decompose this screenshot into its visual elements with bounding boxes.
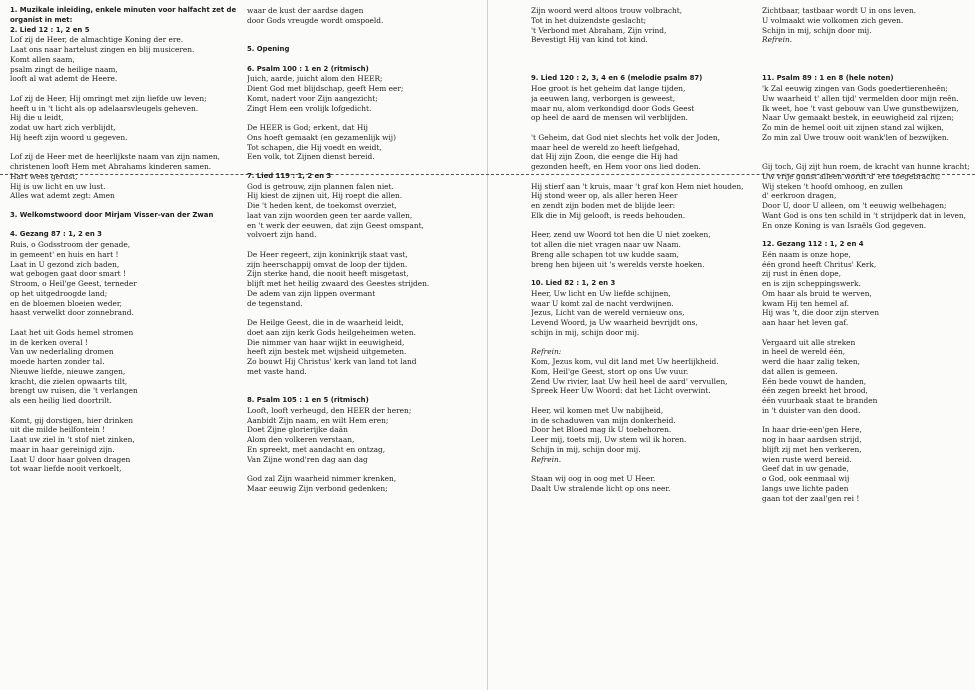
text-line: o God, ook eenmaal wij (762, 474, 850, 483)
text-line: De HEER is God; erkent, dat Hij (247, 123, 368, 132)
text-line: Door U, door U alleen, om 't eeuwig welbehagen; (762, 201, 947, 210)
section-heading: 12. Gezang 112 : 1, 2 en 4 (762, 240, 864, 248)
text-line: zodat uw hart zich verblijdt, (10, 123, 116, 132)
text-line: Laat het uit Gods hemel stromen (10, 327, 134, 337)
text-line: op het uitgedroogde land; (10, 288, 108, 298)
text-line: Schijn in mij, schijn door mij. (531, 444, 641, 454)
section-heading: 7. Lied 119 : 1, 2 en 3 (247, 171, 332, 180)
text-line: in de kerken overal ! (10, 337, 88, 347)
section-heading: 11. Psalm 89 : 1 en 8 (hele noten) (762, 74, 894, 83)
text-line: Hij stond weer op, als aller heren Heer (531, 191, 678, 201)
text-line: zijn heerschappij omvat de loop der tijden. (247, 259, 408, 269)
column-2 (247, 6, 483, 494)
text-line: Schijn in mij, schijn door mij. (762, 25, 872, 35)
text-line: Zo min zal Uwe trouw ooit wank'len of bezwijken. (762, 132, 949, 142)
text-line (531, 338, 759, 348)
text-line: blijft met het heilig zwaard des Geestes strijden. (247, 279, 430, 288)
text-line: God zal Zijn waarheid nimmer krenken, (247, 474, 397, 483)
text-line (10, 221, 238, 231)
column-1 (10, 6, 238, 474)
text-line: op heel de aard de mensen wil verblijden. (531, 113, 688, 123)
text-line: langs uwe lichte paden (762, 483, 849, 493)
text-line: Dient God met blijdschap, geeft Hem eer; (247, 84, 404, 93)
text-line: laat van zijn woorden geen ter aarde vallen, (247, 210, 413, 220)
text-line: Staan wij oog in oog met U Heer. (531, 474, 656, 483)
text-line: in gemeent' en huis en hart ! (10, 249, 119, 259)
text-line: Uw waarheid t' allen tijd' vermelden door mijn reên. (762, 93, 959, 103)
text-line: De Heer regeert, zijn koninkrijk staat vast, (247, 249, 408, 259)
text-line: Heer, zend uw Woord tot hen die U niet zoeken, (531, 230, 711, 240)
text-line: Tot schapen, die Hij voedt en weidt, (247, 142, 382, 152)
text-line (247, 308, 483, 318)
text-line: d' eerkroon dragen, (762, 191, 837, 201)
text-line (531, 221, 759, 231)
text-line: christenen looft Hem met Abrahams kinderen samen. (10, 162, 212, 171)
text-line: Hij stierf aan 't kruis, maar 't graf kon Hem niet houden, (531, 181, 744, 191)
text-line: met vaste hand. (247, 366, 307, 376)
section-heading: organist in met: (10, 15, 73, 24)
text-line: Van uw nederlaling dromen (10, 347, 114, 357)
text-line: gezonden heeft, en Hem voor ons lied doden. (531, 162, 701, 171)
text-line: Looft, looft verheugd, den HEER der heren; (247, 405, 412, 415)
text-line: wat gebogen gaat door smart ! (10, 269, 126, 279)
text-line (531, 123, 759, 133)
text-line (10, 406, 238, 416)
text-line: Hij heeft zijn woord u gegeven. (10, 132, 128, 142)
text-line: Vergaard uit alle streken (762, 337, 856, 347)
text-line: Zingt Hem een vrolijk lofgedicht. (247, 103, 372, 113)
text-line: Leer mij, toets mij, Uw stem wil ik horen. (531, 435, 687, 444)
text-line: Die nimmer van haar wijkt in eeuwigheid, (247, 337, 405, 347)
text-line: schijn in mij, schijn door mij. (531, 327, 640, 337)
text-line: Zo min de hemel ooit uit zijnen stand zal wijken, (762, 123, 944, 132)
text-line: als een heilig lied doortrilt. (10, 396, 112, 405)
text-line: waar de kust der aardse dagen (247, 6, 364, 15)
column-3 (531, 6, 759, 494)
text-line: Refrein. (762, 35, 793, 45)
text-line: Stroom, o Heil'ge Geest, terneder (10, 279, 137, 288)
text-line (247, 386, 483, 396)
section-heading: 6. Psalm 100 : 1 en 2 (ritmisch) (247, 64, 369, 73)
text-line (247, 35, 483, 45)
text-line: Wij steken 't hoofd omhoog, en zullen (762, 181, 903, 191)
text-line: heeft u in 't licht als op adelaarsvleugels geheven. (10, 103, 199, 113)
text-line: Hart wees gerust, (10, 171, 78, 181)
text-line (762, 230, 972, 240)
text-line (247, 240, 483, 250)
text-line (531, 55, 759, 65)
text-line: aan haar het leven gaf. (762, 318, 849, 327)
text-line: Door het Bloed mag ik U toebehoren. (531, 425, 672, 435)
section-heading: 4. Gezang 87 : 1, 2 en 3 (10, 230, 102, 239)
text-line: volvoert zijn hand. (247, 230, 317, 240)
text-line: Heer, Uw licht en Uw liefde schijnen, (531, 288, 671, 298)
text-line: Hij was 't, die door zijn sterven (762, 308, 879, 318)
text-line (247, 464, 483, 474)
text-line: Een volk, tot Zijnen dienst bereid. (247, 152, 375, 162)
text-line: Gij toch, Gij zijt hun roem, de kracht van hunne kracht; (762, 162, 970, 171)
text-line: en is zijn scheppingswerk. (762, 279, 861, 288)
text-line: Hij kiest de zijnen uit, Hij roept die allen. (247, 191, 403, 201)
text-line: Alles wat ademt zegt: Amen (10, 191, 115, 201)
text-line (247, 162, 483, 172)
text-line: dat Hij zijn Zoon, die eenge die Hij had (531, 152, 679, 162)
text-line: psalm zingt de heilige naam, (10, 64, 118, 74)
text-line (531, 269, 759, 279)
text-line (762, 45, 972, 55)
text-line: Van Zijne wond'ren dag aan dag (247, 454, 368, 464)
text-line: één vuurbaak staat te branden (762, 396, 878, 405)
text-line: breng hen bijeen uit 's werelds verste hoeken. (531, 259, 705, 269)
text-line: heeft zijn bestek met wijsheid uitgemeten. (247, 347, 407, 357)
text-line: Zend Uw rivier, laat Uw heil heel de aard' vervullen, (531, 376, 728, 386)
text-line: Hij die u leidt, (10, 113, 64, 123)
text-line: looft al wat ademt de Heere. (10, 74, 118, 84)
text-line: wien ruste werd bereid. (762, 454, 852, 464)
text-line: doet aan zijn kerk Gods heilgeheimen weten. (247, 327, 416, 337)
text-line: Eén bede vouwt de handen, (762, 376, 867, 386)
text-line: Want God is ons ten schild in 't strijdperk dat in leven, (762, 210, 966, 220)
text-line (10, 201, 238, 211)
text-line: Zijn woord werd altoos trouw volbracht, (531, 6, 683, 15)
text-line: Die 't heden kent, de toekomst overziet, (247, 201, 397, 210)
text-line: Eén naam is onze hope, (762, 249, 851, 259)
text-line: Laat ons naar hartelust zingen en blij musiceren. (10, 45, 195, 54)
text-line: Kom, Heil'ge Geest, stort op ons Uw vuur. (531, 366, 689, 376)
text-line: En onze Koning is van Israëls God gegeven. (762, 220, 927, 230)
text-line: maar heel de wereld zo heeft liefgehad, (531, 142, 680, 152)
text-line: Ons hoeft gemaakt (en gezamenlijk wij) (247, 132, 396, 142)
text-line (762, 143, 972, 153)
text-line: De Heilge Geest, die in de waarheid leidt, (247, 318, 404, 327)
section-heading: 3. Welkomstwoord door Mirjam Visser-van der Zwan (10, 210, 214, 219)
text-line: kwam Hij ten hemel af. (762, 298, 849, 308)
text-line: maar nu, alom verkondigd door Gods Geest (531, 103, 695, 113)
text-line: Ik weet, hoe 't vast gebouw van Uwe gunstbewijzen, (762, 103, 959, 113)
text-line (10, 84, 238, 94)
section-heading: 1. Muzikale inleiding, enkele minuten voor halfacht zet de (10, 6, 237, 14)
text-line: Komt, gij dorstigen, hier drinken (10, 415, 133, 425)
text-line: blijft zij met hen verkeren, (762, 444, 862, 454)
text-line (531, 464, 759, 474)
text-line (247, 55, 483, 65)
text-line: Kom, Jezus kom, vul dit land met Uw heerlijkheid. (531, 357, 719, 366)
text-line: God is getrouw, zijn plannen falen niet. (247, 181, 394, 191)
text-line: één grond heeft Chritus' Kerk, (762, 259, 877, 269)
text-line: 't Geheim, dat God niet slechts het volk der Joden, (531, 132, 720, 142)
text-line: en 't werk der eeuwen, dat zijn Geest omspant, (247, 220, 424, 230)
text-line: Heer, wil komen met Uw nabijheid, (531, 405, 664, 415)
text-line: door Gods vreugde wordt omspoeld. (247, 15, 384, 25)
text-line: Jezus, Licht van de wereld vernieuw ons, (531, 308, 685, 318)
text-line: waar U komt zal de nacht verdwijnen. (531, 298, 674, 308)
text-line: tot allen die niet vragen naar uw Naam. (531, 240, 681, 249)
text-line: Lof zij de Heer met de heerlijkste naam van zijn namen, (10, 152, 220, 162)
text-line: Geef dat in uw genade, (762, 464, 849, 474)
text-line: Refrein. (531, 454, 562, 464)
text-line: Ruis, o Godsstroom der genade, (10, 240, 131, 249)
text-line (531, 172, 759, 182)
text-line: moede harten zonder tal. (10, 357, 105, 366)
text-line: haast verwelkt door zonnebrand. (10, 308, 134, 318)
text-line (247, 113, 483, 123)
text-line: Zijn sterke hand, die nooit heeft misgetast, (247, 269, 409, 279)
text-line: Hij is uw licht en uw lust. (10, 181, 106, 191)
text-line: Maar eeuwig Zijn verbond gedenken; (247, 483, 388, 493)
text-line: Refrein: (531, 347, 562, 357)
text-line: in de schaduwen van mijn donkerheid. (531, 415, 676, 425)
text-line: nog in haar aardsen strijd, (762, 435, 862, 444)
text-line: en de bloemen bloeien weder, (10, 298, 122, 308)
text-line: Lof zij de Heer, de almachtige Koning der ere. (10, 35, 184, 45)
text-line: in heel de wereld één, (762, 347, 846, 357)
text-line (762, 55, 972, 65)
section-heading: 9. Lied 120 : 2, 3, 4 en 6 (melodie psalm 87) (531, 74, 703, 83)
text-line: Naar Uw gemaakt bestek, in eeuwigheid zal rijzen; (762, 113, 954, 123)
text-line: kracht, die zielen opwaarts tilt, (10, 376, 128, 386)
text-line (762, 65, 972, 75)
text-line: Laat U door haar golven dragen (10, 454, 131, 464)
text-line: Zo bouwt Hij Christus' kerk van land tot land (247, 357, 417, 366)
text-line (762, 328, 972, 338)
text-line (247, 26, 483, 36)
text-line: gaan tot der zaal'gen rei ! (762, 493, 860, 503)
text-line (10, 318, 238, 328)
text-line: Om haar als bruid te werven, (762, 288, 872, 298)
text-line (762, 416, 972, 426)
text-line: Aanbidt Zijn naam, en wilt Hem eren; (247, 415, 389, 425)
text-line: 'k Zal eeuwig zingen van Gods goedertierenheên; (762, 84, 948, 93)
text-line (531, 45, 759, 55)
text-line: Daalt Uw stralende licht op ons neer. (531, 483, 671, 493)
text-line: Zichtbaar, tastbaar wordt U in ons leven. (762, 6, 917, 15)
text-line: In haar drie-een'gen Here, (762, 425, 862, 435)
text-line: Alom den volkeren verstaan, (247, 435, 355, 444)
text-line: zij rust in ênen dope, (762, 269, 842, 279)
text-line: werd die haar zalig teken, (762, 357, 860, 366)
text-line: U volmaakt wie volkomen zich geven. (762, 15, 904, 25)
text-line: brengt uw ruisen, die 't verlangen (10, 386, 138, 396)
text-line: uit die milde heilfontein ! (10, 425, 106, 435)
section-heading: 8. Psalm 105 : 1 en 5 (ritmisch) (247, 396, 369, 404)
text-line: de tegenstand. (247, 298, 303, 308)
text-line: maar in haar gereinigd zijn. (10, 444, 115, 454)
text-line: Nieuwe liefde, nieuwe zangen, (10, 366, 126, 376)
section-heading: 5. Opening (247, 45, 290, 53)
text-line (531, 396, 759, 406)
text-line: 't Verbond met Abraham, Zijn vrind, (531, 25, 667, 35)
text-line: Elk die in Mij gelooft, is reeds behouden. (531, 210, 686, 220)
text-line: Lof zij de Heer, Hij omringt met zijn liefde uw leven; (10, 93, 207, 103)
text-line: Spreek Heer Uw Woord: dat het Licht overwint. (531, 386, 711, 396)
text-line: Breng alle schapen tot uw kudde saam, (531, 249, 679, 259)
text-line: Tot in het duizendste geslacht; (531, 15, 647, 25)
section-heading: 10. Lied 82 : 1, 2 en 3 (531, 279, 616, 287)
text-line: Hoe groot is het geheim dat lange tijden, (531, 84, 686, 93)
text-line: Levend Woord, ja Uw waarheid bevrijdt ons, (531, 318, 698, 327)
text-line: De adem van zijn lippen overmant (247, 288, 376, 298)
text-line (762, 152, 972, 162)
text-line: Juich, aarde, juicht alom den HEER; (247, 74, 383, 84)
text-line (247, 377, 483, 387)
text-line: Komt, nadert voor Zijn aangezicht; (247, 93, 378, 103)
text-line: en zendt zijn boden met de blijde leer: (531, 201, 676, 210)
text-line: ja eeuwen lang, verborgen is geweest, (531, 93, 676, 103)
text-line: Laat uw ziel in 't stof niet zinken, (10, 435, 135, 444)
text-line (531, 65, 759, 75)
text-line: Uw vrije gunst alleen wordt d' ere toegebracht; (762, 171, 941, 181)
text-line: dat allen is gemeen. (762, 366, 838, 376)
section-heading: 2. Lied 12 : 1, 2 en 5 (10, 25, 90, 34)
text-line: tot waar liefde nooit verkoelt, (10, 464, 122, 474)
text-line: Doet Zijne glorierijke daân (247, 425, 348, 435)
text-line: Komt allen saam, (10, 54, 75, 64)
text-line: één zegen breekt het brood, (762, 386, 868, 396)
column-4 (762, 6, 972, 503)
text-line: Bevestigt Hij van kind tot kind. (531, 35, 648, 45)
text-line: in 't duister van den dood. (762, 405, 861, 415)
page-fold-line (487, 0, 488, 690)
text-line: En spreekt, met aandacht en ontzag, (247, 444, 386, 454)
text-line (10, 143, 238, 153)
text-line: Laat in U gezond zich baden, (10, 259, 120, 269)
